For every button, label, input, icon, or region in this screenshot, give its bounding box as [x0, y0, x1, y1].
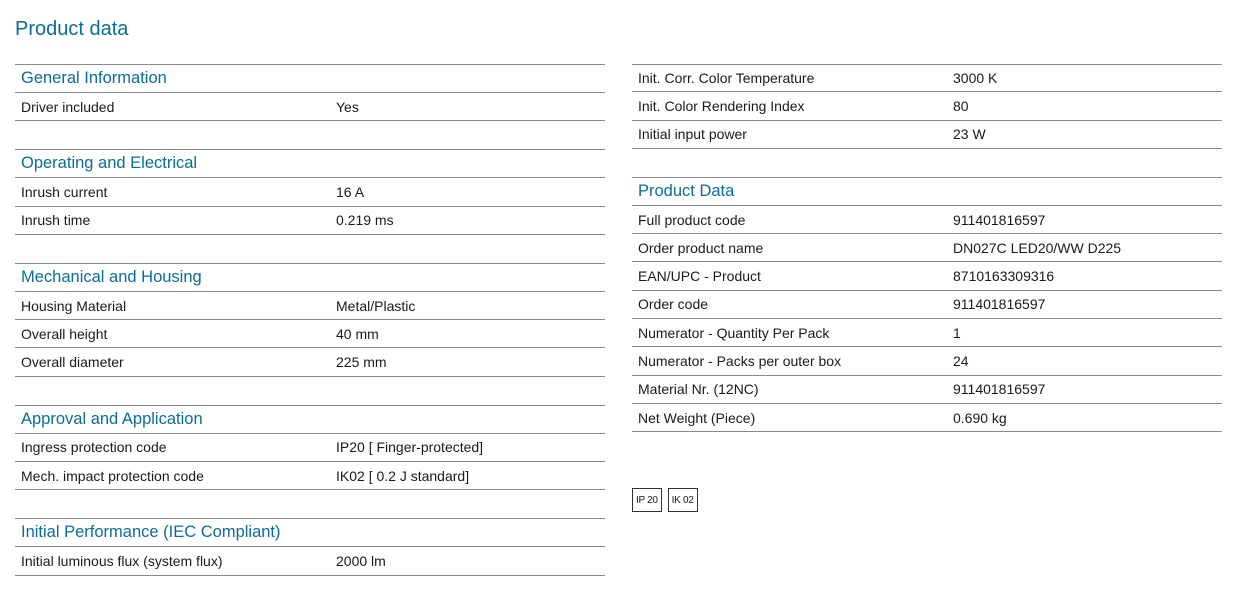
spec-row: [15, 178, 605, 206]
spec-value: 225 mm: [336, 354, 387, 371]
spec-row: [632, 64, 1222, 92]
spec-label: Mech. impact protection code: [21, 467, 204, 484]
spec-value: 2000 lm: [336, 553, 386, 570]
spec-value: 23 W: [953, 126, 986, 143]
ik02-badge-icon: IK 02: [668, 488, 698, 512]
section-header: [15, 64, 605, 93]
section-title: General Information: [21, 69, 167, 87]
spec-row: [632, 404, 1222, 432]
spec-row: [632, 206, 1222, 234]
section-header: [15, 263, 605, 292]
spec-label: Net Weight (Piece): [638, 409, 756, 426]
spec-label: Inrush current: [21, 183, 108, 200]
spec-value: IP20 [ Finger-protected]: [336, 439, 484, 456]
spec-value: 911401816597: [953, 211, 1046, 228]
section-title: Mechanical and Housing: [21, 267, 202, 286]
spec-row: [632, 319, 1222, 347]
spec-row: [15, 320, 605, 348]
spec-row: [15, 292, 605, 320]
spec-label: Overall diameter: [21, 354, 124, 371]
spec-row: [15, 547, 605, 575]
spec-value: 24: [953, 353, 969, 370]
spec-value: 1: [953, 324, 961, 341]
ip20-badge-icon: IP 20: [632, 488, 662, 512]
section-header: [632, 177, 1222, 206]
spec-value: 911401816597: [953, 296, 1046, 313]
spec-value: Metal/Plastic: [336, 297, 416, 314]
spec-row: [15, 434, 605, 462]
spec-row: [15, 207, 605, 235]
spec-value: 8710163309316: [953, 268, 1055, 285]
spec-row: [15, 348, 605, 376]
spec-label: Ingress protection code: [21, 439, 167, 456]
spec-value: 3000 K: [953, 70, 998, 87]
certification-badges: [632, 488, 698, 512]
spec-value: 911401816597: [953, 381, 1046, 398]
spec-label: Full product code: [638, 211, 746, 228]
spec-label: Numerator - Quantity Per Pack: [638, 324, 830, 341]
spec-row: [632, 92, 1222, 120]
spec-value: 40 mm: [336, 325, 379, 342]
spec-label: Init. Corr. Color Temperature: [638, 70, 815, 87]
spec-row: [632, 121, 1222, 149]
spec-label: Overall height: [21, 325, 108, 342]
spec-row: [632, 376, 1222, 404]
spec-row: [632, 234, 1222, 262]
section-title: Approval and Application: [21, 409, 203, 428]
section-title: Initial Performance (IEC Compliant): [21, 523, 281, 542]
spec-value: 0.219 ms: [336, 212, 394, 229]
spec-row: [15, 462, 605, 490]
spec-label: Material Nr. (12NC): [638, 381, 759, 398]
spec-value: 0.690 kg: [953, 409, 1007, 426]
spec-label: Init. Color Rendering Index: [638, 97, 805, 114]
section-header: [15, 405, 605, 434]
spec-label: Numerator - Packs per outer box: [638, 353, 842, 370]
spec-value: 16 A: [336, 183, 365, 200]
spec-label: Initial input power: [638, 126, 747, 143]
spec-value: Yes: [336, 98, 359, 115]
spec-value: 80: [953, 97, 969, 114]
spec-value: DN027C LED20/WW D225: [953, 239, 1122, 256]
section-header: [15, 149, 605, 178]
spec-label: Driver included: [21, 98, 115, 115]
section-title: Product Data: [638, 181, 735, 200]
spec-value: IK02 [ 0.2 J standard]: [336, 467, 470, 484]
spec-label: Inrush time: [21, 212, 91, 229]
spec-row: [632, 291, 1222, 319]
spec-row: [15, 93, 605, 121]
section-title: Operating and Electrical: [21, 154, 198, 173]
spec-label: Order code: [638, 296, 709, 313]
left-spec-column: [15, 64, 605, 576]
page-title: Product data: [15, 18, 129, 40]
spec-label: Order product name: [638, 239, 764, 256]
right-spec-column: [632, 64, 1222, 432]
section-header: [15, 518, 605, 547]
spec-label: Initial luminous flux (system flux): [21, 553, 223, 570]
spec-row: [632, 262, 1222, 290]
spec-label: EAN/UPC - Product: [638, 268, 761, 285]
spec-label: Housing Material: [21, 297, 127, 314]
spec-row: [632, 347, 1222, 375]
